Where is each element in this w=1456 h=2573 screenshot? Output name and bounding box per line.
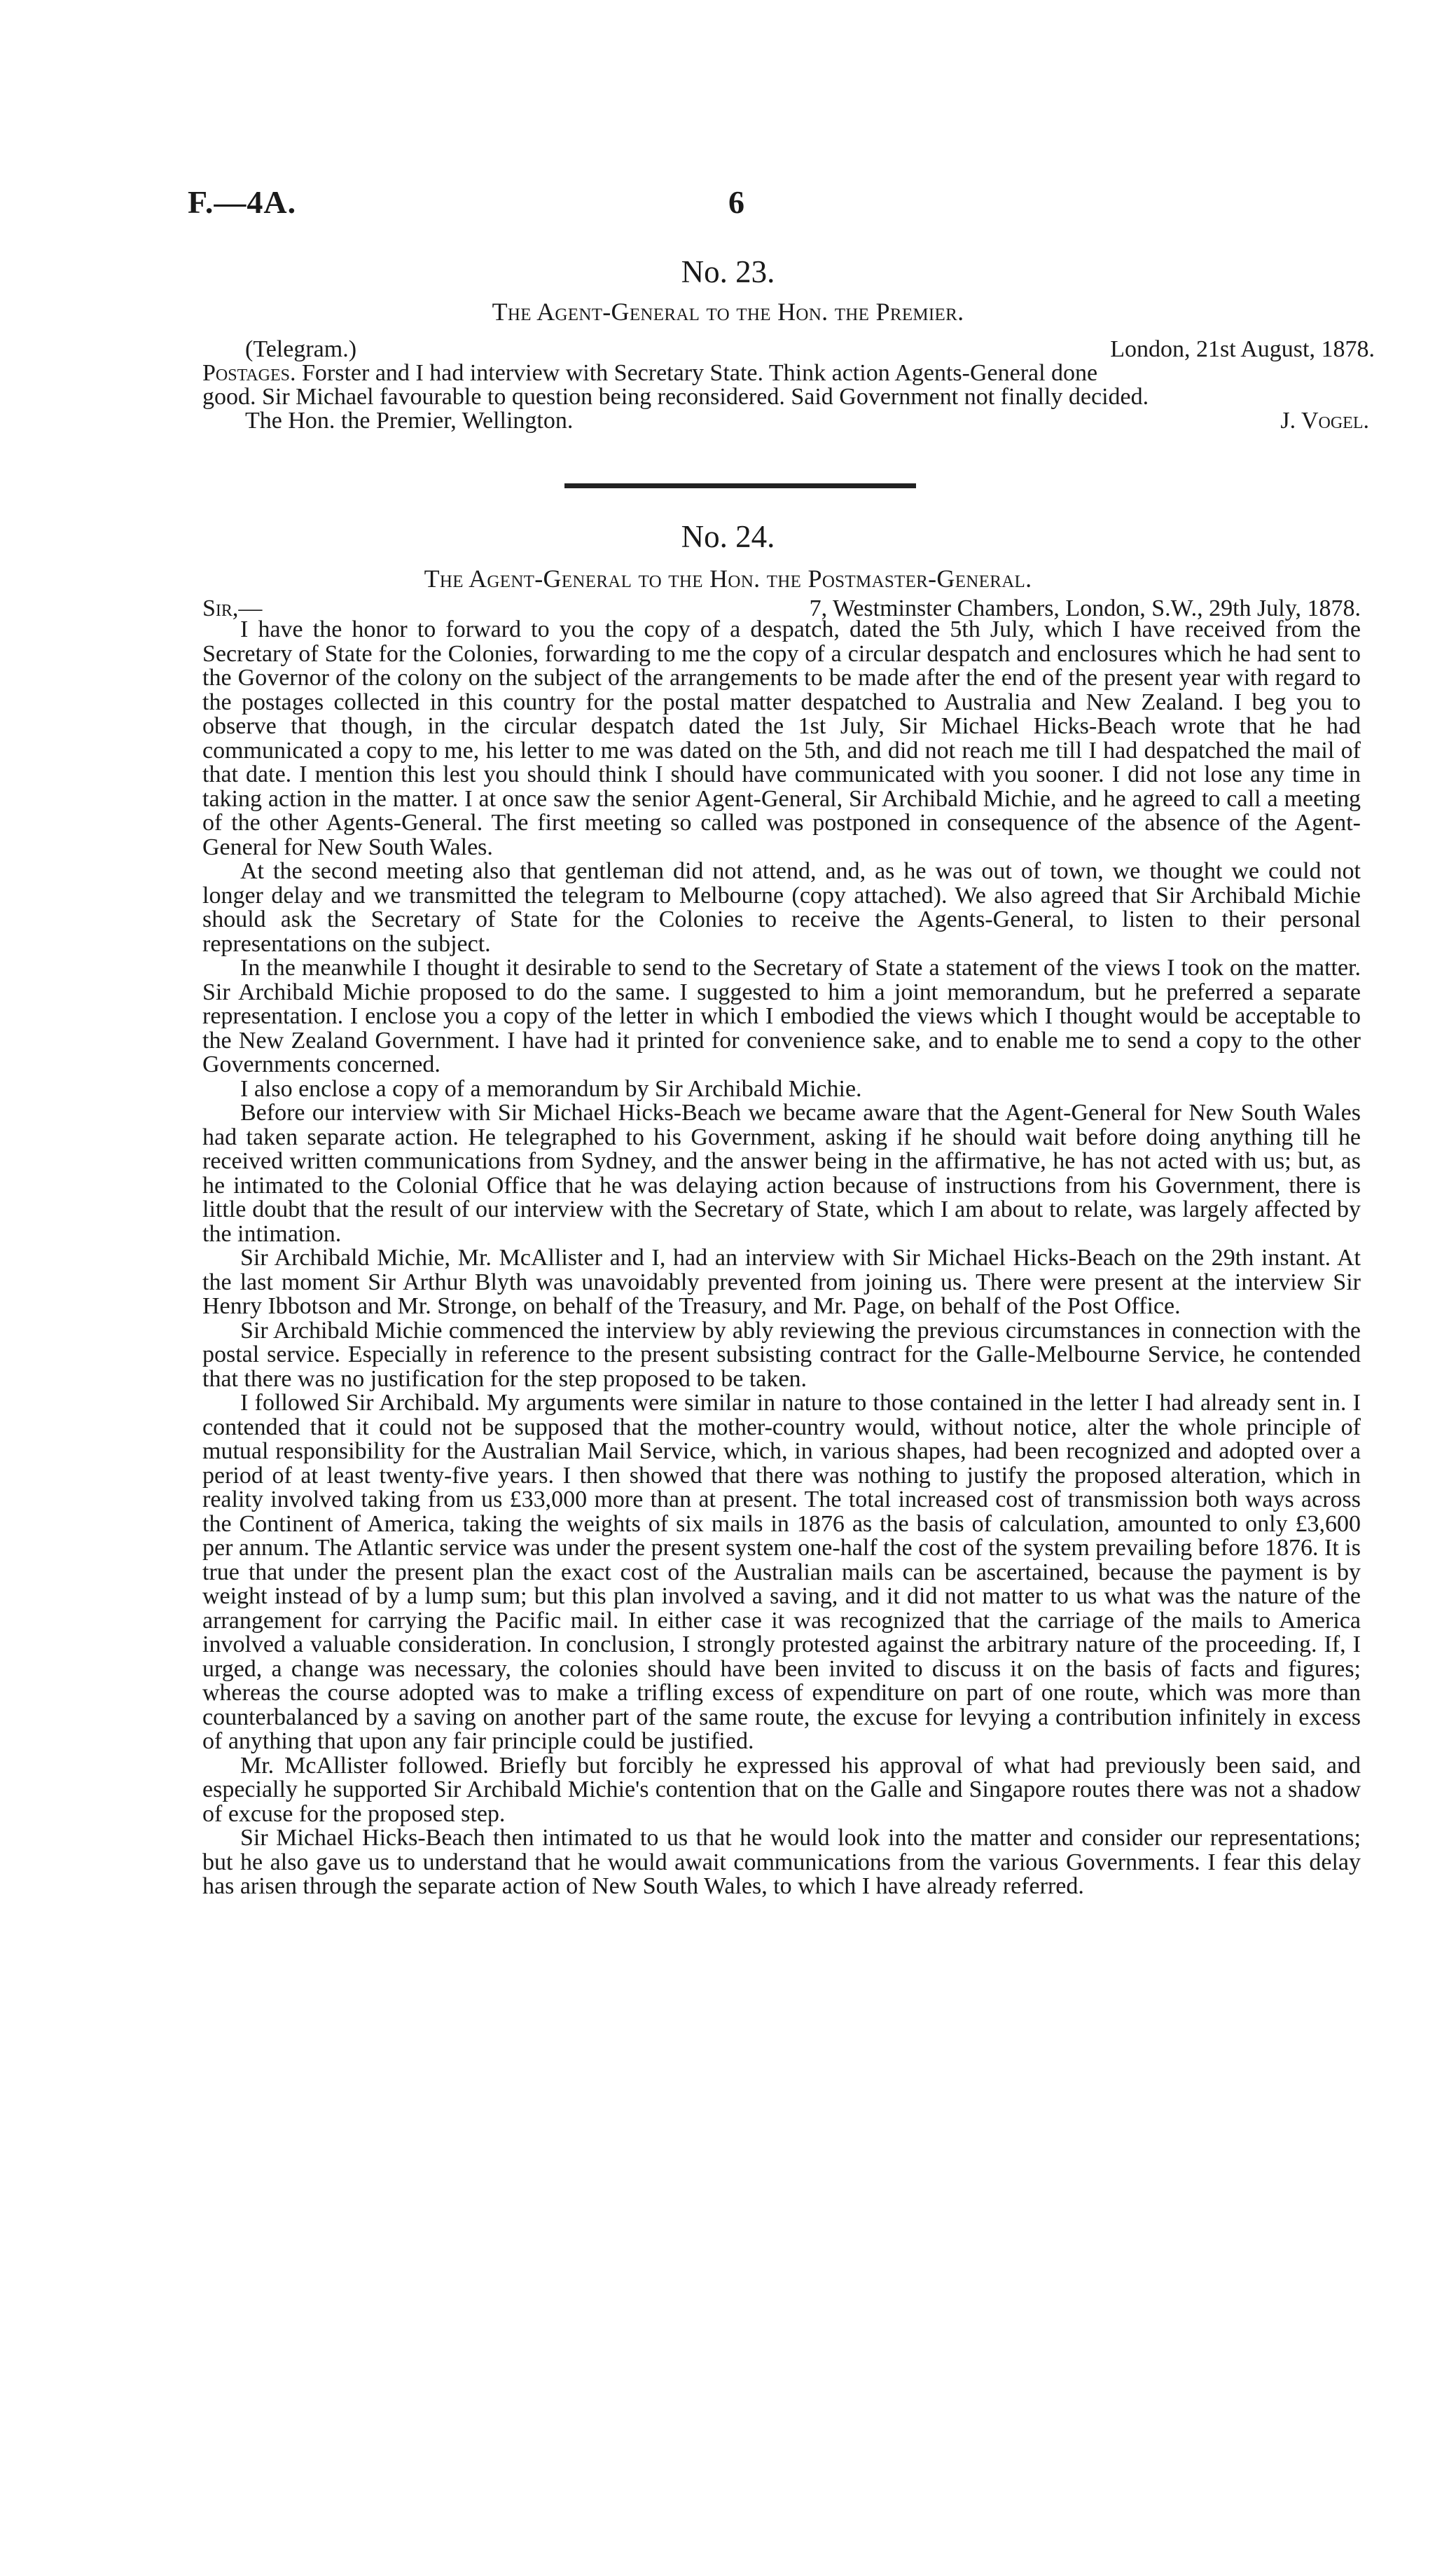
letter-23-body-line-2: good. Sir Michael favourable to question being reconsidered. Said Government not finally decided. <box>202 384 1149 410</box>
letter-23-number: No. 23. <box>681 254 775 289</box>
paragraph: Sir Michael Hicks-Beach then intimated to us that he would look into the matter and consider our representations; but he also gave us to understand that he would await communications from the various Governments. I fear this delay has arisen through the separate action of New South Wales, to which I have already referred. <box>202 1825 1361 1899</box>
salutation: Sir,— <box>202 595 263 621</box>
paragraph: At the second meeting also that gentleman did not attend, and, as he was out of town, we thought we could not longer delay and we transmitted the telegram to Melbourne (copy attached). We also agreed that Sir Archibald Michie should ask the Secretary of State for the Colonies to receive the Agents-General, to listen to their personal representations on the subject. <box>202 858 1361 957</box>
page-number: 6 <box>728 184 744 220</box>
letter-23-heading: The Agent-General to the Hon. the Premier. <box>492 298 964 326</box>
letter-23-body-line-1 <box>202 360 1097 387</box>
paragraph: I followed Sir Archibald. My arguments were similar in nature to those contained in the letter I had already sent in. I contended that it could not be supposed that the mother-country would, without notice, alter the whole principle of mutual responsibility for the Australian Mail Service, which, in various shapes, had been recognized and adopted over a period of at least twenty-five years. I then showed that there was nothing to justify the proposed alteration, which in reality involved taking from us £33,000 more than at present. The total increased cost of transmission both ways across the Continent of America, taking the weights of six mails in 1876 as the basis of calculation, amounted to only £3,600 per annum. The Atlantic service was under the present system one-half the cost of the system prevailing before 1876. It is true that under the present plan the exact cost of the Australian mails can be ascertained, because the payment is by weight instead of by a lump sum; but this plan involved a saving, and it did not matter to us what was the nature of the arrangement for carrying the Pacific mail. In either case it was recognized that the carriage of the mails to America involved a valuable consideration. In conclusion, I strongly protested against the arbitrary nature of the proceeding. If, I urged, a change was necessary, the colonies should have been invited to discuss it on the basis of facts and figures; whereas the course adopted was to make a trifling excess of expenditure on part of one route, which was more than counterbalanced by a saving on another part of the same route, the excuse for levying a contribution infinitely in excess of anything that upon any fair principle could be justified. <box>202 1390 1361 1754</box>
section-divider <box>564 483 916 488</box>
letter-24-number: No. 24. <box>681 519 775 554</box>
letter-23-body-text-1: Forster and I had interview with Secretary State. Think action Agents-General done <box>302 360 1098 386</box>
document-code: F.—4A. <box>188 184 297 220</box>
letter-23-addressee: The Hon. the Premier, Wellington. <box>245 408 574 434</box>
paragraph: In the meanwhile I thought it desirable to send to the Secretary of State a statement of the views I took on the matter. Sir Archibald Michie proposed to do the same. I suggested to him a joint memorandum, but he preferred a separate representation. I enclose you a copy of the letter in which I embodied the views which I thought would be acceptable to the New Zealand Government. I have had it printed for convenience sake, and to enable me to send a copy to the other Governments concerned. <box>202 955 1361 1077</box>
paragraph: Mr. McAllister followed. Briefly but forcibly he expressed his approval of what had previously been said, and especially he supported Sir Archibald Michie's contention that on the Galle and Singapore routes there was not a shadow of excuse for the proposed step. <box>202 1752 1361 1827</box>
letter-24-body <box>202 618 1361 1899</box>
letter-23-place-date: London, 21st August, 1878. <box>1110 336 1375 362</box>
paragraph: I also enclose a copy of a memorandum by Sir Archibald Michie. <box>240 1075 862 1102</box>
paragraph: Before our interview with Sir Michael Hicks-Beach we became aware that the Agent-General for New South Wales had taken separate action. He telegraphed to his Government, asking if he should wait before doing anything till he received written communications from Sydney, and the answer being in the affirmative, he has not acted with us; but, as he intimated to the Colonial Office that he was delaying action because of instructions from his Government, there is little doubt that the result of our interview with the Secretary of State, which I am about to relate, was largely affected by the intimation. <box>202 1100 1361 1247</box>
paragraph: I have the honor to forward to you the copy of a despatch, dated the 5th July, which I have received from the Secretary of State for the Colonies, forwarding to me the copy of a circular despatch and enclosures which he had sent to the Governor of the colony on the subject of the arrangements to be made after the end of the present year with regard to the postages collected in this country for the postal matter despatched to Australia and New Zealand. I beg you to observe that though, in the circular despatch dated the 1st July, Sir Michael Hicks-Beach wrote that he had communicated a copy to me, his letter to me was dated on the 5th, and did not reach me till I had despatched the mail of that date. I mention this lest you should think I should have communicated with you sooner. I did not lose any time in taking action in the matter. I at once saw the senior Agent-General, Sir Archibald Michie, and he agreed to call a meeting of the other Agents-General. The first meeting so called was postponed in consequence of the absence of the Agent-General for New South Wales. <box>202 616 1361 860</box>
paragraph: Sir Archibald Michie commenced the interview by ably reviewing the previous circumstances in connection with the postal service. Especially in reference to the present subsisting contract for the Galle-Melbourne Service, he contended that there was no justification for the step proposed to be taken. <box>202 1317 1361 1392</box>
letter-23-signature: J. Vogel. <box>1280 408 1369 434</box>
letter-24-address-date: 7, Westminster Chambers, London, S.W., 29th July, 1878. <box>809 595 1361 621</box>
subject-label: Postages. <box>202 360 296 386</box>
paragraph: Sir Archibald Michie, Mr. McAllister and I, had an interview with Sir Michael Hicks-Beach on the 29th instant. At the last moment Sir Arthur Blyth was unavoidably prevented from joining us. There were present at the interview Sir Henry Ibbotson and Mr. Stronge, on behalf of the Treasury, and Mr. Page, on behalf of the Post Office. <box>202 1245 1361 1319</box>
telegram-label: (Telegram.) <box>245 336 357 362</box>
letter-24-heading: The Agent-General to the Hon. the Postmaster-General. <box>424 565 1032 593</box>
